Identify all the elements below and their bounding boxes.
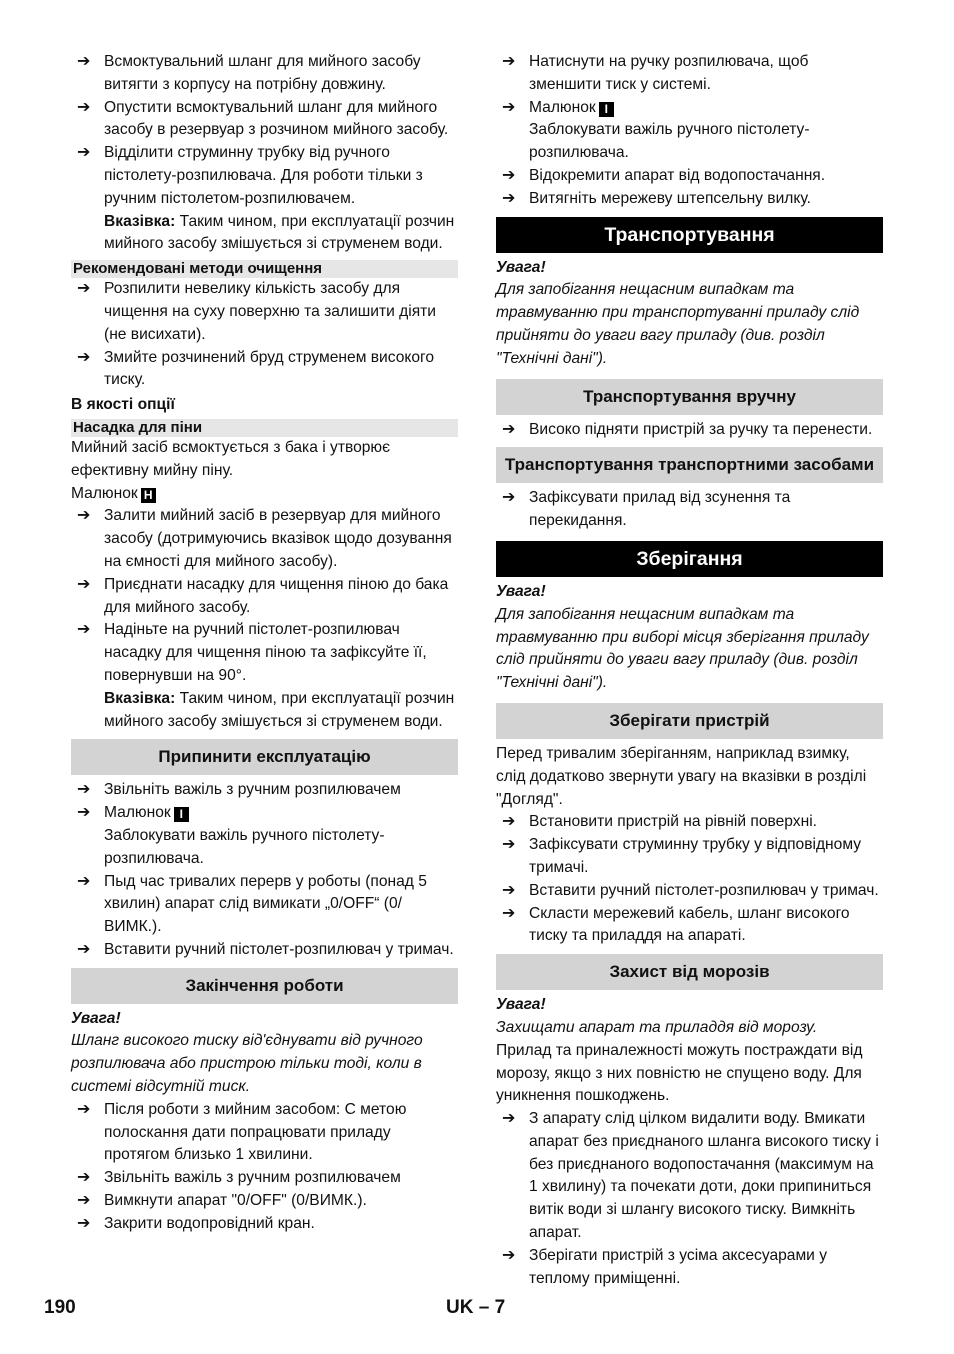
foam-description: Мийний засіб всмоктується з бака і утворює ефективну мийну піну. bbox=[71, 438, 391, 479]
section-stop-operation: Припинити експлуатацію bbox=[71, 739, 458, 775]
arrow-right-icon: ➔ bbox=[502, 1110, 516, 1128]
section-storage: Зберігання bbox=[496, 541, 883, 577]
figure-i-icon: I bbox=[174, 807, 189, 822]
section-store-device: Зберігати пристрій bbox=[496, 703, 883, 739]
list-item: ➔ Відокремити апарат від водопостачання. bbox=[496, 165, 883, 188]
section-frost-protection: Захист від морозів bbox=[496, 954, 883, 990]
section-vehicle-transport: Транспортування транспортними засобами bbox=[496, 447, 883, 483]
list-item: ➔ Зафіксувати струминну трубку у відповідному тримачі. bbox=[502, 836, 862, 876]
arrow-right-icon: ➔ bbox=[77, 1169, 91, 1187]
section-end-work: Закінчення роботи bbox=[71, 968, 458, 1004]
list-item: ➔ Після роботи з мийним засобом: С метою полоскання дати попрацювати приладу протягом близько 1 хвилини. bbox=[77, 1100, 407, 1164]
arrow-right-icon: ➔ bbox=[502, 98, 516, 116]
list-item: ➔ Зберігати пристрій з усіма аксесуарами у теплому приміщенні. bbox=[502, 1246, 828, 1287]
list-item: ➔ Встановити пристрій на рівній поверхні. bbox=[496, 811, 883, 834]
arrow-right-icon: ➔ bbox=[77, 940, 91, 958]
arrow-right-icon: ➔ bbox=[77, 621, 91, 639]
arrow-right-icon: ➔ bbox=[77, 1100, 91, 1118]
subheading-methods: Рекомендовані методи очищення bbox=[71, 260, 458, 278]
arrow-right-icon: ➔ bbox=[77, 348, 91, 366]
left-column bbox=[71, 51, 458, 1236]
warning-label: Увага! bbox=[496, 996, 546, 1014]
figure-i-icon: I bbox=[599, 102, 614, 117]
arrow-right-icon: ➔ bbox=[77, 98, 91, 116]
arrow-right-icon: ➔ bbox=[77, 280, 91, 298]
arrow-right-icon: ➔ bbox=[502, 881, 516, 899]
warning-label: Увага! bbox=[496, 582, 546, 600]
arrow-right-icon: ➔ bbox=[77, 575, 91, 593]
list-item: ➔ Малюнок I bbox=[496, 97, 883, 120]
arrow-right-icon: ➔ bbox=[77, 781, 91, 799]
list-item: ➔ Надіньте на ручний пістолет-розпилювач насадку для чищення піною та зафіксуйте її, повернувши на 90°. bbox=[77, 621, 427, 684]
note: Вказівка: Таким чином, при експлуатації розчин мийного засобу змішується зі струменем води. bbox=[104, 212, 455, 253]
figure-h-icon: H bbox=[141, 488, 156, 503]
arrow-right-icon: ➔ bbox=[77, 1192, 91, 1210]
arrow-right-icon: ➔ bbox=[502, 836, 516, 854]
page-number: 190 bbox=[44, 1297, 76, 1318]
list-item: ➔ Розпилити невелику кількість засобу для чищення на суху поверхню та залишити діяти (не висихати). bbox=[77, 280, 436, 343]
arrow-right-icon: ➔ bbox=[77, 507, 91, 525]
arrow-right-icon: ➔ bbox=[502, 489, 516, 507]
list-item: ➔ Опустити всмоктувальний шланг для мийного засобу в резервуар з розчином мийного засобу. bbox=[77, 98, 449, 139]
storage-intro: Перед тривалим зберіганням, наприклад взимку, слід додатково звернути увагу на вказівки в розділі "Догляд". bbox=[496, 744, 867, 808]
arrow-right-icon: ➔ bbox=[77, 1214, 91, 1232]
list-item: ➔ Витягніть мережеву штепсельну вилку. bbox=[496, 188, 883, 211]
lock-instruction: Заблокувати важіль ручного пістолету-розпилювача. bbox=[529, 121, 810, 162]
arrow-right-icon: ➔ bbox=[502, 420, 516, 438]
list-item: ➔ Вставити ручний пістолет-розпилювач у тримач. bbox=[496, 880, 883, 903]
list-item: ➔ Приєднати насадку для чищення піною до бака для мийного засобу. bbox=[77, 575, 449, 616]
list-item: ➔ Змийте розчинений бруд струменем високого тиску. bbox=[77, 348, 435, 389]
arrow-right-icon: ➔ bbox=[77, 804, 91, 822]
optional-heading: В якості опції bbox=[71, 396, 175, 414]
frost-description: Прилад та приналежності можуть постраждати від морозу, якщо з них повністю не спущено воду. Для уникнення пошкоджень. bbox=[496, 1041, 863, 1105]
warning-text: Для запобігання нещасним випадкам та травмуванню при транспортуванні приладу слід прийняти до уваги вагу приладу (див. розділ "Технічні дані"). bbox=[496, 281, 860, 367]
warning-label: Увага! bbox=[71, 1009, 121, 1027]
list-item: ➔ Звільніть важіль з ручним розпилювачем bbox=[71, 1167, 458, 1190]
arrow-right-icon: ➔ bbox=[502, 53, 516, 70]
language-page-label: UK – 7 bbox=[446, 1297, 506, 1318]
list-item: ➔ Вставити ручний пістолет-розпилювач у тримач. bbox=[71, 939, 458, 962]
list-item: ➔ Скласти мережевий кабель, шланг високого тиску та приладдя на апараті. bbox=[502, 904, 850, 945]
arrow-right-icon: ➔ bbox=[502, 166, 516, 184]
section-manual-transport: Транспортування вручну bbox=[496, 379, 883, 415]
lock-instruction: Заблокувати важіль ручного пістолету-розпилювача. bbox=[104, 826, 385, 867]
list-item: ➔ З апарату слід цілком видалити воду. Вмикати апарат без приєднаного шланга високого тиску і без приєднаного водопостачання (максимум на 1 хвилину) та почекати доти, доки припиниться витік води зі шлангу високого тиску. Вимкніть апарат. bbox=[502, 1110, 879, 1242]
list-item: ➔ Всмоктувальний шланг для мийного засобу витягти з корпусу на потрібну довжину. bbox=[77, 53, 421, 93]
arrow-right-icon: ➔ bbox=[77, 144, 91, 162]
warning-text: Шланг високого тиску від'єднувати від ручного розпилювача або пристрою тільки тоді, коли в системі відсутній тиск. bbox=[71, 1032, 423, 1096]
list-item: ➔ Звільніть важіль з ручним розпилювачем bbox=[71, 779, 458, 802]
section-transport: Транспортування bbox=[496, 217, 883, 253]
list-item: ➔ Закрити водопровідний кран. bbox=[71, 1213, 458, 1236]
list-item: ➔ Вимкнути апарат "0/OFF" (0/ВИМК.). bbox=[71, 1190, 458, 1213]
figure-ref: Малюнок H bbox=[71, 483, 458, 506]
arrow-right-icon: ➔ bbox=[502, 904, 516, 922]
arrow-right-icon: ➔ bbox=[502, 189, 516, 207]
list-item: ➔ Зафіксувати прилад від зсунення та перекидання. bbox=[502, 489, 791, 530]
arrow-right-icon: ➔ bbox=[502, 1246, 516, 1264]
list-item: ➔ Відділити струминну трубку від ручного пістолету-розпилювача. Для роботи тільки з ручним пістолетом-розпилювачем. bbox=[77, 144, 423, 207]
list-item: ➔ Залити мийний засіб в резервуар для мийного засобу (дотримуючись вказівок щодо дозування на ємності для мийного засобу). bbox=[77, 507, 452, 570]
warning-text: Для запобігання нещасним випадкам та травмуванню при виборі місця зберігання приладу слід прийняти до уваги вагу приладу (див. розділ "Технічні дані"). bbox=[496, 605, 869, 692]
subheading-foam: Насадка для піни bbox=[71, 419, 458, 437]
right-column bbox=[496, 51, 883, 1290]
list-item: ➔ Малюнок I bbox=[71, 802, 458, 825]
list-item: ➔ Пыд час тривалих перерв у роботы (понад 5 хвилин) апарат слід вимикати „0/OFF“ (0/ВИМК.). bbox=[77, 872, 427, 936]
list-item: ➔ Натиснути на ручку розпилювача, щоб зменшити тиск у системі. bbox=[502, 53, 809, 93]
arrow-right-icon: ➔ bbox=[77, 872, 91, 890]
warning-text: Захищати апарат та приладдя від морозу. bbox=[496, 1018, 818, 1036]
arrow-right-icon: ➔ bbox=[77, 53, 91, 70]
list-item: ➔ Високо підняти пристрій за ручку та перенести. bbox=[496, 419, 883, 442]
arrow-right-icon: ➔ bbox=[502, 813, 516, 831]
note: Вказівка: Таким чином, при експлуатації розчин мийного засобу змішується зі струменем води. bbox=[104, 689, 455, 730]
warning-label: Увага! bbox=[496, 258, 546, 276]
